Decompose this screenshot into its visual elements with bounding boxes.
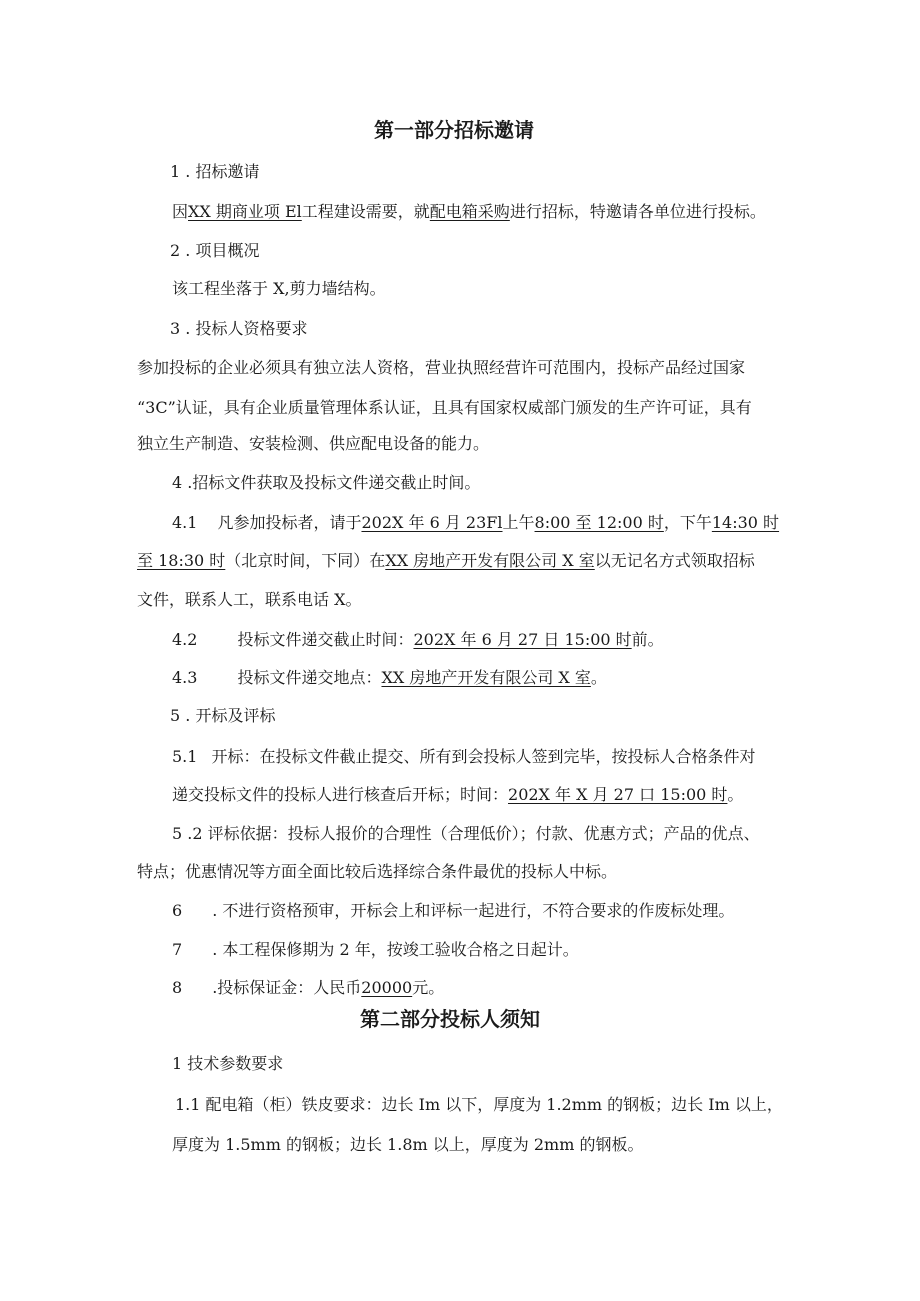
item-5-1-line: 5.1 开标：在投标文件截止提交、所有到会投标人签到完毕，按投标人合格条件对: [172, 747, 756, 766]
item-number: 8: [172, 978, 183, 997]
item-4-1-line: 至 18:30 时（北京时间，下同）在XX 房地产开发有限公司 X 室以无记名方式领取招标: [137, 551, 755, 570]
item-number: 7: [172, 940, 183, 959]
section1-heading: 1 . 招标邀请: [170, 162, 260, 181]
section5-heading: 5 . 开标及评标: [170, 706, 276, 725]
item-4-2-line: 4.2 投标文件递交截止时间：202X 年 6 月 27 日 15:00 时前。: [172, 630, 664, 649]
item-4-1-line: 文件，联系人工，联系电话 X。: [137, 590, 362, 609]
item-5-2-line: 5 .2 评标依据：投标人报价的合理性（合理低价）；付款、优惠方式；产品的优点、: [172, 824, 760, 843]
section3-line: 独立生产制造、安装检测、供应配电设备的能力。: [137, 434, 490, 453]
section3-line: 参加投标的企业必须具有独立法人资格，营业执照经营许可范围内，投标产品经过国家: [137, 358, 746, 377]
item-number: 4.2: [172, 630, 198, 649]
section8-line: 8 .投标保证金：人民币20000元。: [172, 978, 445, 997]
item-1-1-line: 1.1 配电箱（柜）铁皮要求：边长 Im 以下，厚度为 1.2mm 的钢板；边长 Im 以上，: [175, 1095, 783, 1114]
section3-heading: 3 . 投标人资格要求: [170, 319, 308, 338]
item-number: 4.3: [172, 668, 198, 687]
section2-heading: 2 . 项目概况: [170, 241, 260, 260]
section4-heading: 4 .招标文件获取及投标文件递交截止时间。: [172, 473, 481, 492]
section6-line: 6 . 不进行资格预审，开标会上和评标一起进行，不符合要求的作废标处理。: [172, 901, 735, 920]
part1-title: 第一部分招标邀请: [374, 118, 534, 142]
item-number: 6: [172, 901, 183, 920]
item-5-2-line: 特点；优惠情况等方面全面比较后选择综合条件最优的投标人中标。: [137, 862, 618, 881]
section1-paragraph: 因XX 期商业项 El工程建设需要，就配电箱采购进行招标，特邀请各单位进行投标。: [172, 202, 766, 221]
part2-title: 第二部分投标人须知: [360, 1007, 540, 1031]
item-1-1-line: 厚度为 1.5mm 的钢板；边长 1.8m 以上，厚度为 2mm 的钢板。: [172, 1135, 644, 1154]
item-number: 4.1: [172, 513, 198, 532]
part2-section1-heading: 1 技术参数要求: [172, 1054, 284, 1073]
item-5-1-line: 递交投标文件的投标人进行核查后开标；时间：202X 年 X 月 27 口 15:00 时。: [172, 785, 744, 804]
item-4-3-line: 4.3 投标文件递交地点：XX 房地产开发有限公司 X 室。: [172, 668, 607, 687]
item-4-1-line: 4.1 凡参加投标者，请于202X 年 6 月 23Fl上午8:00 至 12:00 时，下午14:30 时: [172, 513, 780, 532]
section7-line: 7 . 本工程保修期为 2 年，按竣工验收合格之日起计。: [172, 940, 579, 959]
section3-line: “3C”认证，具有企业质量管理体系认证，且具有国家权威部门颁发的生产许可证，具有: [137, 398, 752, 417]
item-number: 5.1: [172, 747, 198, 766]
section2-paragraph: 该工程坐落于 X,剪力墙结构。: [172, 279, 386, 298]
